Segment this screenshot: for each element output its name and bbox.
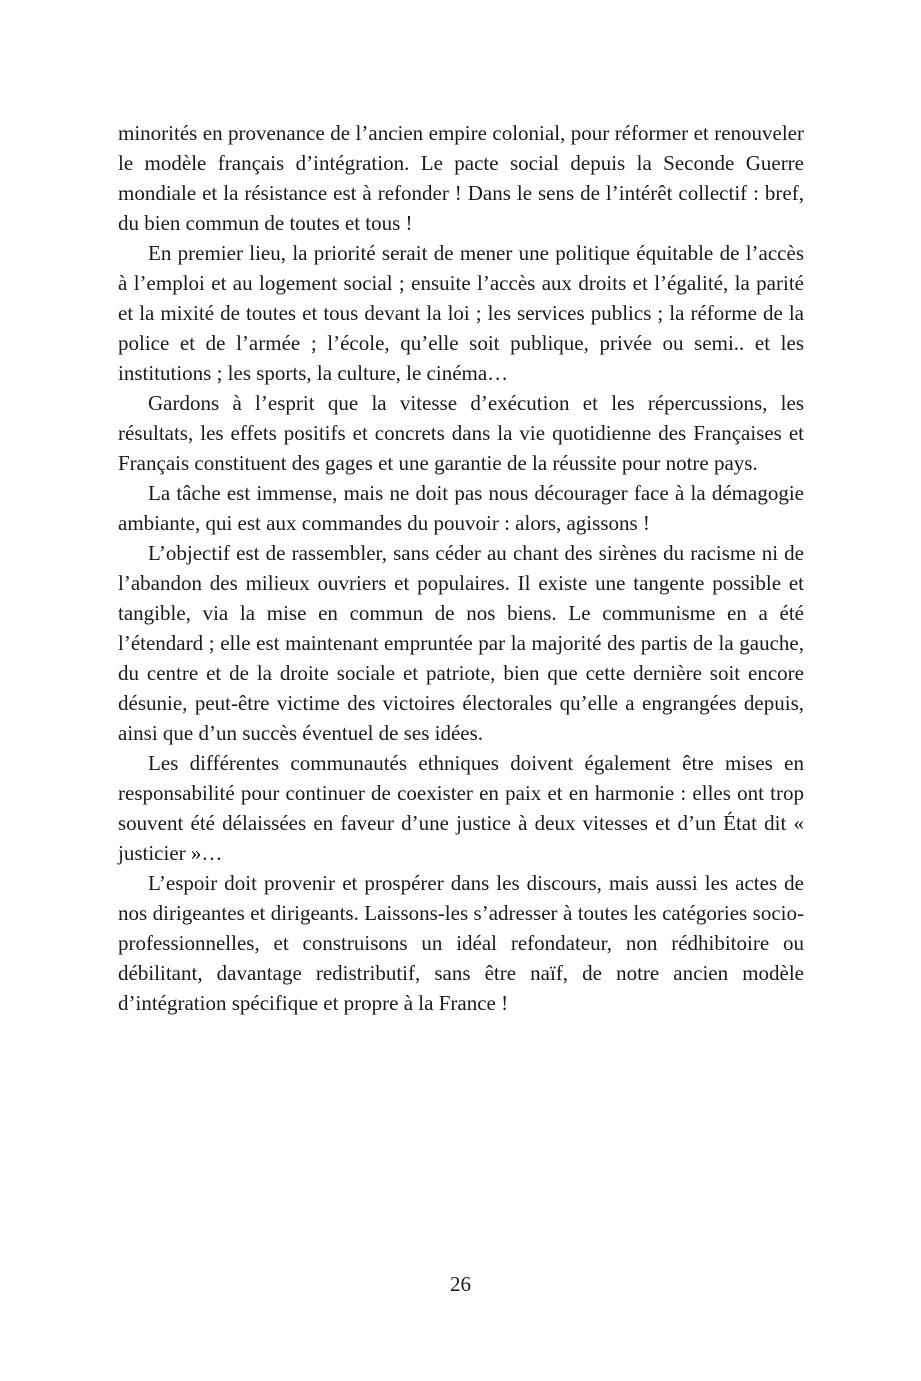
- paragraph-objective: L’objectif est de rassembler, sans céder au chant des sirènes du racisme ni de l’abandon des milieux ouvriers et populaires. Il existe une tangente possible et tangible, via la mise en commun de nos biens. Le communisme en a été l’étendard ; elle est maintenant empruntée par la majorité des partis de la gauche, du centre et de la droite sociale et patriote, bien que cette dernière soit encore désunie, peut-être victime des victoires électorales qu’elle a engrangées depuis, ainsi que d’un succès éventuel de ses idées.: [118, 541, 804, 745]
- paragraph-task: La tâche est immense, mais ne doit pas nous décourager face à la démagogie ambiante, qui est aux commandes du pouvoir : alors, agissons !: [118, 481, 804, 535]
- paragraph-communities: Les différentes communautés ethniques doivent également être mises en responsabilité pour continuer de coexister en paix et en harmonie : elles ont trop souvent été délaissées en faveur d’une justice à deux vitesses et d’un État dit « justicier »…: [118, 751, 804, 865]
- paragraph-priorities: En premier lieu, la priorité serait de mener une politique équitable de l’accès à l’emploi et au logement social ; ensuite l’accès aux droits et l’égalité, la parité et la mixité de toutes et tous devant la loi ; les services publics ; la réforme de la police et de l’armée ; l’école, qu’elle soit publique, privée ou semi.. et les institutions ; les sports, la culture, le cinéma…: [118, 241, 804, 385]
- paragraph-speed: Gardons à l’esprit que la vitesse d’exécution et les répercussions, les résultats, les effets positifs et concrets dans la vie quotidienne des Françaises et Français constituent des gages et une garantie de la réussite pour notre pays.: [118, 391, 804, 475]
- page-number: 26: [450, 1272, 471, 1296]
- paragraph-hope: L’espoir doit provenir et prospérer dans les discours, mais aussi les actes de nos dirigeantes et dirigeants. Laissons-les s’adresser à toutes les catégories socio-professionnelles, et construisons un idéal refondateur, non rédhibitoire ou débilitant, davantage redistributif, sans être naïf, de notre ancien modèle d’intégration spécifique et propre à la France !: [118, 871, 804, 1015]
- paragraph-continuation: minorités en provenance de l’ancien empire colonial, pour réformer et renouveler le modèle français d’intégration. Le pacte social depuis la Seconde Guerre mondiale et la résistance est à refonder ! Dans le sens de l’intérêt collectif : bref, du bien commun de toutes et tous !: [118, 121, 804, 235]
- page-body: [118, 118, 804, 1018]
